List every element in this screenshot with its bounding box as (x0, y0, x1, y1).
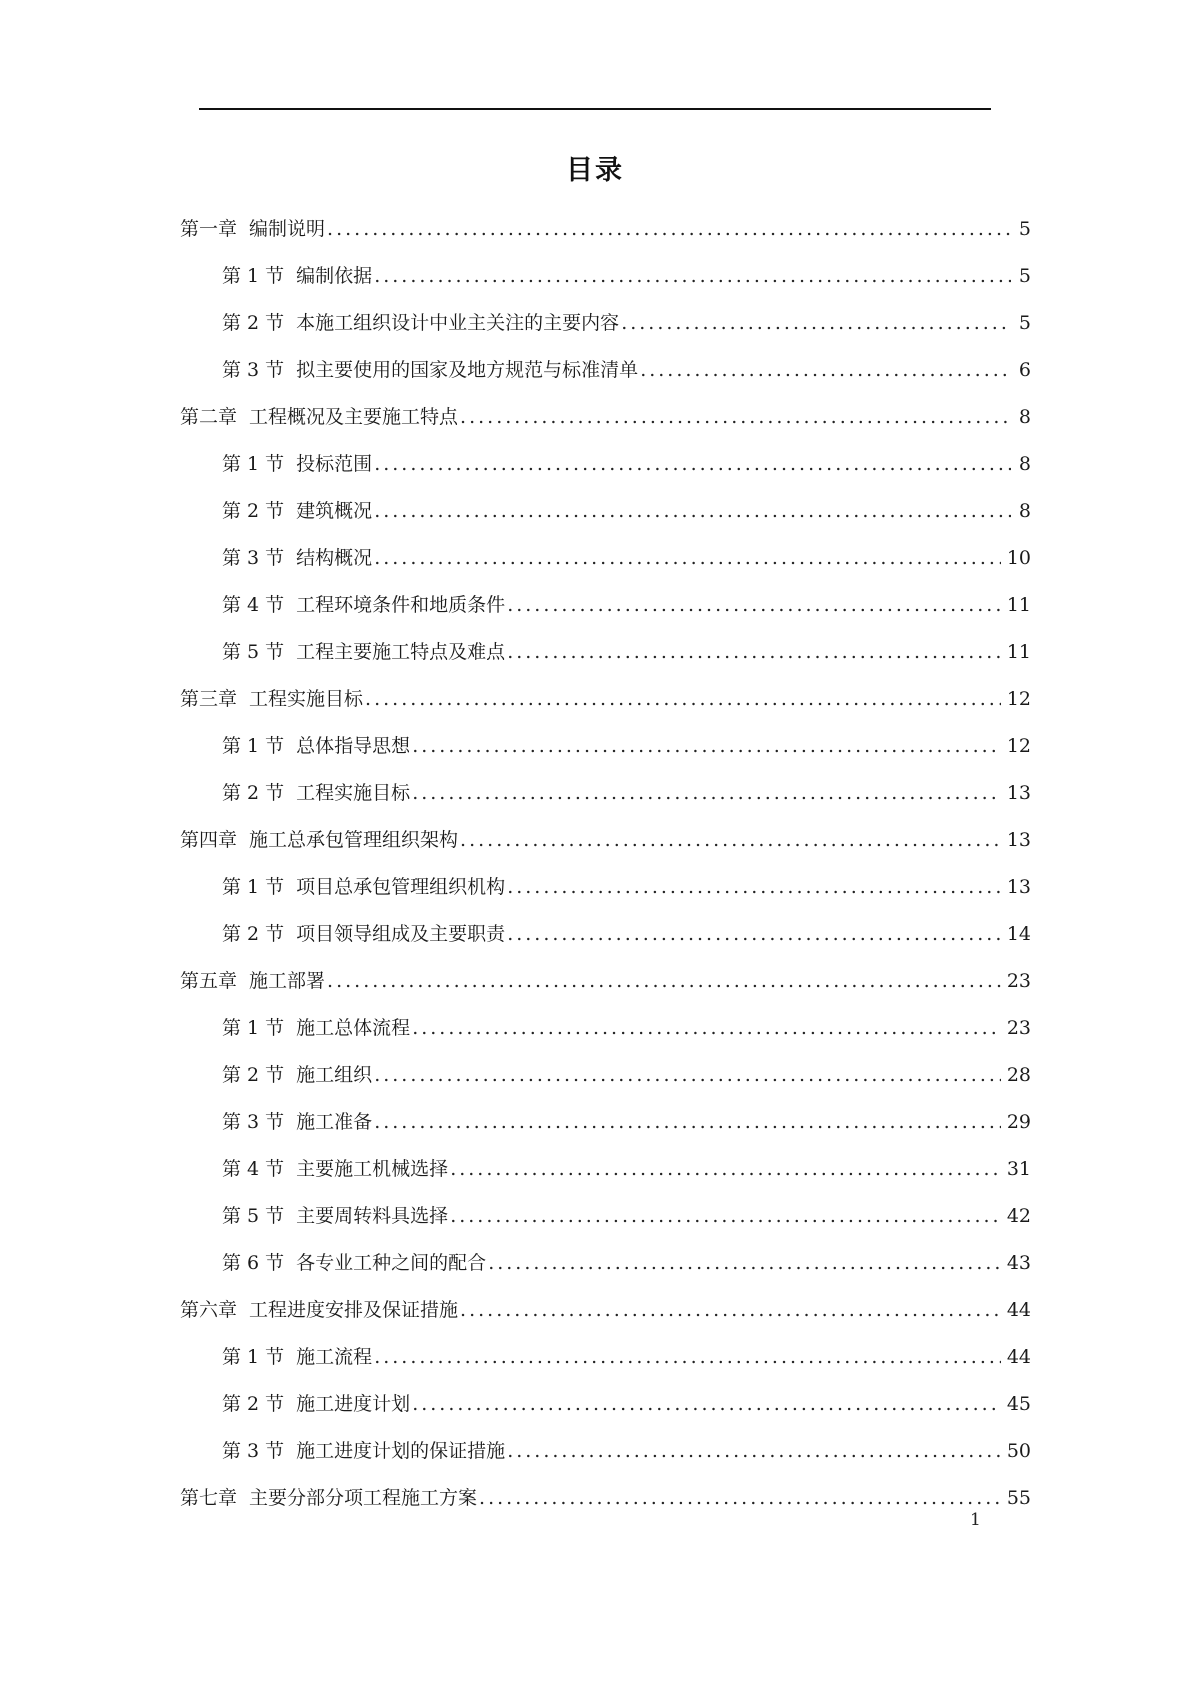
toc-section-entry[interactable] (180, 488, 1031, 535)
toc-section-entry[interactable] (180, 1052, 1031, 1099)
toc-dot-leader (374, 1334, 1001, 1381)
toc-chapter-entry[interactable] (180, 206, 1031, 253)
toc-entry-page: 13 (1006, 829, 1031, 851)
toc-entry-page: 31 (1006, 1158, 1031, 1180)
toc-dot-leader (374, 253, 1011, 300)
toc-dot-leader (374, 1099, 1001, 1146)
toc-entry-page: 8 (1018, 406, 1031, 428)
toc-section-entry[interactable] (180, 441, 1031, 488)
toc-entry-number: 第 1 节 (222, 735, 285, 757)
toc-entry-title: 建筑概况 (296, 500, 373, 522)
toc-entry-page: 8 (1018, 500, 1031, 522)
toc-entry-title: 施工流程 (296, 1346, 373, 1368)
toc-entry-title: 工程主要施工特点及难点 (296, 641, 506, 663)
toc-list (180, 206, 1031, 1522)
toc-dot-leader (460, 1287, 1001, 1334)
toc-entry-number: 第 2 节 (222, 782, 285, 804)
toc-entry-page: 50 (1006, 1440, 1031, 1462)
toc-entry-title: 项目领导组成及主要职责 (296, 923, 506, 945)
toc-section-entry[interactable] (180, 770, 1031, 817)
toc-entry-page: 44 (1006, 1299, 1031, 1321)
toc-entry-number: 第五章 (180, 970, 238, 992)
toc-entry-page: 23 (1006, 970, 1031, 992)
toc-entry-page: 11 (1006, 594, 1031, 616)
toc-dot-leader (640, 347, 1011, 394)
toc-section-entry[interactable] (180, 1146, 1031, 1193)
toc-dot-leader (412, 1005, 1001, 1052)
toc-entry-page: 13 (1006, 876, 1031, 898)
toc-entry-page: 8 (1018, 453, 1031, 475)
toc-entry-number: 第 5 节 (222, 1205, 285, 1227)
toc-entry-page: 23 (1006, 1017, 1031, 1039)
toc-dot-leader (412, 723, 1001, 770)
toc-dot-leader (507, 582, 1001, 629)
toc-entry-number: 第 3 节 (222, 359, 285, 381)
toc-dot-leader (450, 1146, 1001, 1193)
toc-entry-page: 29 (1006, 1111, 1031, 1133)
toc-section-entry[interactable] (180, 1005, 1031, 1052)
toc-entry-title: 施工组织 (296, 1064, 373, 1086)
toc-entry-number: 第 4 节 (222, 1158, 285, 1180)
toc-section-entry[interactable] (180, 253, 1031, 300)
toc-entry-number: 第 5 节 (222, 641, 285, 663)
toc-section-entry[interactable] (180, 864, 1031, 911)
toc-entry-title: 结构概况 (296, 547, 373, 569)
toc-entry-title: 工程实施目标 (249, 688, 364, 710)
toc-section-entry[interactable] (180, 723, 1031, 770)
toc-dot-leader (374, 1052, 1001, 1099)
toc-dot-leader (327, 206, 1011, 253)
toc-entry-title: 施工总体流程 (296, 1017, 411, 1039)
toc-entry-number: 第 3 节 (222, 1440, 285, 1462)
toc-entry-number: 第 2 节 (222, 923, 285, 945)
toc-entry-number: 第 1 节 (222, 453, 285, 475)
toc-entry-title: 主要施工机械选择 (296, 1158, 449, 1180)
toc-section-entry[interactable] (180, 629, 1031, 676)
toc-dot-leader (460, 817, 1001, 864)
toc-entry-page: 6 (1018, 359, 1031, 381)
toc-entry-page: 45 (1006, 1393, 1031, 1415)
toc-dot-leader (450, 1193, 1001, 1240)
toc-entry-page: 14 (1006, 923, 1031, 945)
toc-section-entry[interactable] (180, 535, 1031, 582)
toc-entry-page: 12 (1006, 688, 1031, 710)
toc-entry-title: 工程环境条件和地质条件 (296, 594, 506, 616)
toc-dot-leader (327, 958, 1001, 1005)
toc-entry-title: 各专业工种之间的配合 (296, 1252, 487, 1274)
toc-entry-number: 第 2 节 (222, 1064, 285, 1086)
toc-chapter-entry[interactable] (180, 676, 1031, 723)
toc-entry-title: 施工进度计划 (296, 1393, 411, 1415)
toc-entry-number: 第 4 节 (222, 594, 285, 616)
toc-section-entry[interactable] (180, 582, 1031, 629)
toc-section-entry[interactable] (180, 911, 1031, 958)
toc-chapter-entry[interactable] (180, 817, 1031, 864)
toc-entry-number: 第六章 (180, 1299, 238, 1321)
toc-entry-page: 11 (1006, 641, 1031, 663)
toc-entry-page: 5 (1018, 312, 1031, 334)
toc-entry-number: 第 3 节 (222, 1111, 285, 1133)
toc-entry-title: 编制说明 (249, 218, 326, 240)
toc-entry-title: 编制依据 (296, 265, 373, 287)
toc-dot-leader (507, 629, 1001, 676)
toc-entry-title: 本施工组织设计中业主关注的主要内容 (296, 312, 620, 334)
toc-section-entry[interactable] (180, 347, 1031, 394)
toc-section-entry[interactable] (180, 1099, 1031, 1146)
toc-chapter-entry[interactable] (180, 1287, 1031, 1334)
toc-chapter-entry[interactable] (180, 958, 1031, 1005)
toc-entry-page: 13 (1006, 782, 1031, 804)
toc-entry-number: 第 3 节 (222, 547, 285, 569)
toc-entry-title: 主要分部分项工程施工方案 (249, 1487, 478, 1509)
toc-entry-title: 施工准备 (296, 1111, 373, 1133)
toc-entry-title: 工程实施目标 (296, 782, 411, 804)
toc-entry-number: 第四章 (180, 829, 238, 851)
toc-entry-page: 42 (1006, 1205, 1031, 1227)
toc-section-entry[interactable] (180, 1381, 1031, 1428)
toc-section-entry[interactable] (180, 1428, 1031, 1475)
toc-entry-title: 工程概况及主要施工特点 (249, 406, 459, 428)
toc-dot-leader (374, 535, 1001, 582)
page-number: 1 (970, 1510, 981, 1530)
toc-entry-title: 总体指导思想 (296, 735, 411, 757)
toc-entry-title: 拟主要使用的国家及地方规范与标准清单 (296, 359, 639, 381)
toc-entry-title: 工程进度安排及保证措施 (249, 1299, 459, 1321)
toc-entry-number: 第 1 节 (222, 876, 285, 898)
toc-entry-page: 12 (1006, 735, 1031, 757)
header-rule (199, 108, 991, 110)
toc-entry-page: 43 (1006, 1252, 1031, 1274)
toc-entry-title: 投标范围 (296, 453, 373, 475)
toc-entry-title: 施工部署 (249, 970, 326, 992)
toc-dot-leader (412, 770, 1001, 817)
toc-entry-number: 第一章 (180, 218, 238, 240)
toc-section-entry[interactable] (180, 1334, 1031, 1381)
toc-entry-number: 第 1 节 (222, 265, 285, 287)
toc-dot-leader (507, 911, 1001, 958)
toc-section-entry[interactable] (180, 300, 1031, 347)
page-title: 目录 (566, 155, 624, 186)
toc-dot-leader (488, 1240, 1001, 1287)
toc-entry-page: 5 (1018, 218, 1031, 240)
toc-section-entry[interactable] (180, 1193, 1031, 1240)
toc-entry-page: 10 (1006, 547, 1031, 569)
toc-entry-page: 28 (1006, 1064, 1031, 1086)
toc-entry-number: 第七章 (180, 1487, 238, 1509)
toc-entry-title: 施工总承包管理组织架构 (249, 829, 459, 851)
toc-dot-leader (507, 1428, 1001, 1475)
toc-dot-leader (460, 394, 1011, 441)
toc-entry-number: 第三章 (180, 688, 238, 710)
toc-entry-title: 施工进度计划的保证措施 (296, 1440, 506, 1462)
toc-entry-number: 第 2 节 (222, 500, 285, 522)
toc-dot-leader (365, 676, 1001, 723)
toc-dot-leader (374, 441, 1011, 488)
toc-chapter-entry[interactable] (180, 394, 1031, 441)
toc-entry-title: 主要周转料具选择 (296, 1205, 449, 1227)
toc-entry-title: 项目总承包管理组织机构 (296, 876, 506, 898)
toc-entry-page: 44 (1006, 1346, 1031, 1368)
toc-chapter-entry[interactable] (180, 1475, 1031, 1522)
toc-dot-leader (507, 864, 1001, 911)
toc-entry-number: 第 1 节 (222, 1017, 285, 1039)
toc-entry-number: 第 1 节 (222, 1346, 285, 1368)
toc-entry-number: 第二章 (180, 406, 238, 428)
toc-dot-leader (621, 300, 1011, 347)
toc-entry-number: 第 2 节 (222, 312, 285, 334)
toc-entry-page: 55 (1006, 1487, 1031, 1509)
toc-dot-leader (374, 488, 1011, 535)
toc-section-entry[interactable] (180, 1240, 1031, 1287)
toc-dot-leader (479, 1475, 1001, 1522)
toc-entry-page: 5 (1018, 265, 1031, 287)
toc-entry-number: 第 6 节 (222, 1252, 285, 1274)
toc-dot-leader (412, 1381, 1001, 1428)
toc-entry-number: 第 2 节 (222, 1393, 285, 1415)
